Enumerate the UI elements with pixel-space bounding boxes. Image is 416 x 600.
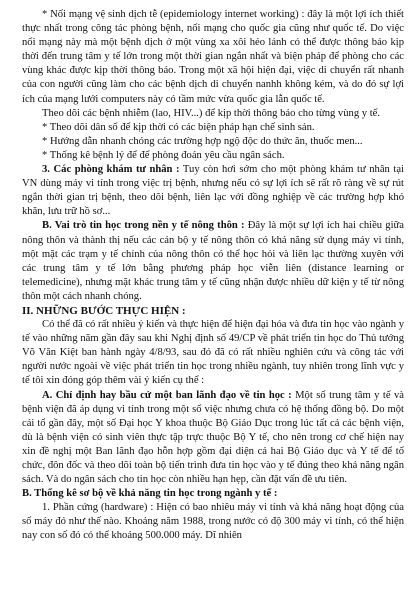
section-heading-implementation: II. NHỮNG BƯỚC THỰC HIỆN : — [22, 304, 186, 317]
paragraph-poisoning: * Hướng dẫn nhanh chóng các trường hợp ngộ độc do thức ăn, thuốc men... — [42, 135, 363, 147]
paragraph-private-clinics — [22, 163, 404, 219]
paragraph-leadership — [22, 389, 404, 488]
rural-health-text: Đây là một sự lợi ích hai chiều giữa nông thôn và thành thị nếu các cán bộ y tế nông thôn có khả năng sử dụng máy vi tính, một mặt các trạm y tế chính của nông thôn có thể học hỏi và liên lạc thường xuyên với các trung tâm y tế lớn bằng phương pháp học viễn liên (distance learning or telemedicine), nhưng mặt khác trung tâm y tế cũng nhận được nhiều dữ kiện y tế từ nông thôn một cách nhanh chóng. — [22, 220, 404, 302]
paragraph-implementation-intro: Có thể đã có rất nhiều ý kiến và thực hiện để hiện đại hóa và đưa tin học vào ngành y tế vào những năm gần đây sau khi Nghị định số 49/CP về phát triển tin học do Thủ tướng Võ Văn Kiệt ban hành ngày 4/8/93, sau đó đã có rất nhiều nghiên cứu và công tác với người nước ngoài về việc phát triển tin học trong nhiều ngành, tuy nhiên trong lĩnh vực y tế tôi xin đóng góp thêm vài ý kiến cụ thể : — [22, 319, 404, 387]
private-clinics-heading: 3. Các phòng khám tư nhân : — [42, 164, 180, 176]
leadership-text: Một số trung tâm y tế và bệnh viện đã áp dụng vi tính trong một số việc nhưng chưa có hệ thống đồng bộ. Do một cái tổ gần đây, một số Đại học Y khoa thuộc Bộ Giáo Dục trong lúc tất cả các bệnh viện, dù là bệnh viện có sinh viên thực tập trực thuộc Bộ Y tế, cho nên trong cơ chế hiện nay xin đề nghị một Ban lãnh đạo hỗn hợp gồm đại diện cả hai Bộ Giáo dục và Y tế để tổ chức, đôn đốc và theo dõi toàn bộ tiến trình đưa tin học vào y tế đúng theo khả năng ngân sách. Và do ngân sách cho tin học còn nhiều hạn hẹp, cần đặt vấn đề ưu tiên. — [22, 389, 404, 486]
statistics-heading: B. Thống kê sơ bộ về khả năng tin học trong ngành y tế : — [22, 488, 278, 500]
leadership-heading: A. Chỉ định hay bầu cử một ban lãnh đạo về tin học : — [42, 389, 292, 401]
rural-health-heading: B. Vai trò tin học trong nền y tế nông thôn : — [42, 220, 245, 232]
paragraph-infection-tracking: Theo dõi các bệnh nhiễm (lao, HIV...) để kịp thời thông báo cho từng vùng y tế. — [42, 107, 381, 119]
paragraph-hardware: 1. Phần cứng (hardware) : Hiện có bao nhiêu máy vi tính và khả năng hoạt động của số máy đó như thế nào. Khoảng năm 1988, trong nước có độ 300 máy vi tính, có thể hiện nay con số đó có thể khoảng 500.000 máy. Dĩ nhiên — [22, 502, 404, 542]
paragraph-rural-health — [22, 219, 404, 304]
paragraph-statistics: * Thống kê bệnh lý để để phòng đoán yêu cầu ngân sách. — [42, 149, 285, 161]
paragraph-population: * Theo dõi dân số để kịp thời có các biện pháp hạn chế sinh sản. — [42, 121, 315, 133]
paragraph-epidemiology-network: * Nối mạng vệ sinh dịch tễ (epidemiology internet working) : đây là một lợi ích thiết thực nhất trong công tác phòng bệnh, nối mạng cho quốc gia cũng như quốc tế. Do việc nối mạng này mà một bệnh dịch ở một vùng xa xôi hẻo lánh có thể được thông báo kịp thời đến trung tâm y tế lớn trong một thời gian ngắn nhất và biện pháp để phòng cho các vùng khác được kịp thời thông báo. Trong một xã hội hiện đại, việc di chuyển rất nhanh của con người cũng làm cho các bệnh dịch di chuyển nanhh không kém, và do đó sự lợi ích của mạng lưới computers này có tầm mức vừa quốc gia lẫn quốc tế. — [22, 9, 404, 105]
private-clinics-text: Tuy còn hơi sớm cho một phòng khám tư nhân tại VN dùng máy vi tính trong việc trị bệnh, nhưng nếu có sự lợi ích sẽ rất rõ ràng về sự rút ngắn thời gian trị bệnh, theo dõi bệnh, liên lạc với đồng nghiệp về các trường hợp khó khăn, lưu trữ hồ sơ... — [22, 164, 405, 218]
